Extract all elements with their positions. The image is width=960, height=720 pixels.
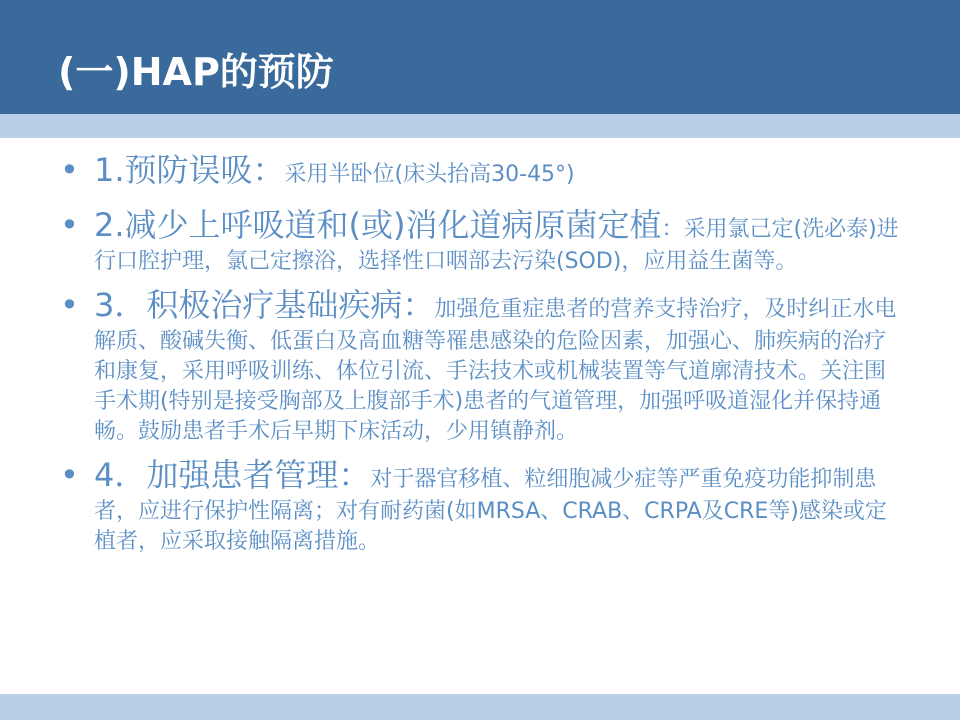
bullet-text: ：采用氯己定(洗必泰)进行口腔护理，氯己定擦浴，选择性口咽部去污染(SOD)，应用益生菌等。	[94, 217, 899, 274]
slide-title: (一)HAP的预防	[58, 50, 334, 94]
bullet-list	[56, 148, 906, 563]
bullet-text: 加强危重症患者的营养支持治疗，及时纠正水电解质、酸碱失衡、低蛋白及高血糖等罹患感染的危险因素，加强心、肺疾病的治疗和康复，采用呼吸训练、体位引流、手法技术或机械装置等气道廓清技术。关注围手术期(特别是接受胸部及上腹部手术)患者的气道管理，加强呼吸道湿化并保持通畅。鼓励患者手术后早期下床活动，少用镇静剂。	[94, 297, 897, 444]
bullet-lead: 2.减少上呼吸道和(或)消化道病原菌定植	[94, 206, 662, 244]
bullet-item-4	[56, 453, 906, 557]
bullet-lead: 1.预防误吸：	[94, 151, 285, 189]
bullet-dot: •	[60, 206, 79, 244]
bullet-dot: •	[60, 456, 79, 494]
bullet-dot: •	[60, 286, 79, 324]
bullet-lead: 3．积极治疗基础疾病：	[94, 286, 435, 324]
bullet-text: 采用半卧位(床头抬高30-45°)	[284, 162, 575, 187]
bullet-item-1	[56, 148, 906, 197]
bullet-lead: 4．加强患者管理：	[94, 456, 371, 494]
title-bar	[0, 0, 960, 114]
bullet-item-3	[56, 283, 906, 447]
bullet-item-2	[56, 203, 906, 277]
bullet-dot: •	[60, 151, 79, 189]
bullet-text: 对于器官移植、粒细胞减少症等严重免疫功能抑制患者，应进行保护性隔离；对有耐药菌(如MRSA、CRAB、CRPA及CRE等)感染或定植者，应采取接触隔离措施。	[94, 467, 887, 554]
footer-bar	[0, 694, 960, 720]
title-accent-bar	[0, 114, 960, 138]
